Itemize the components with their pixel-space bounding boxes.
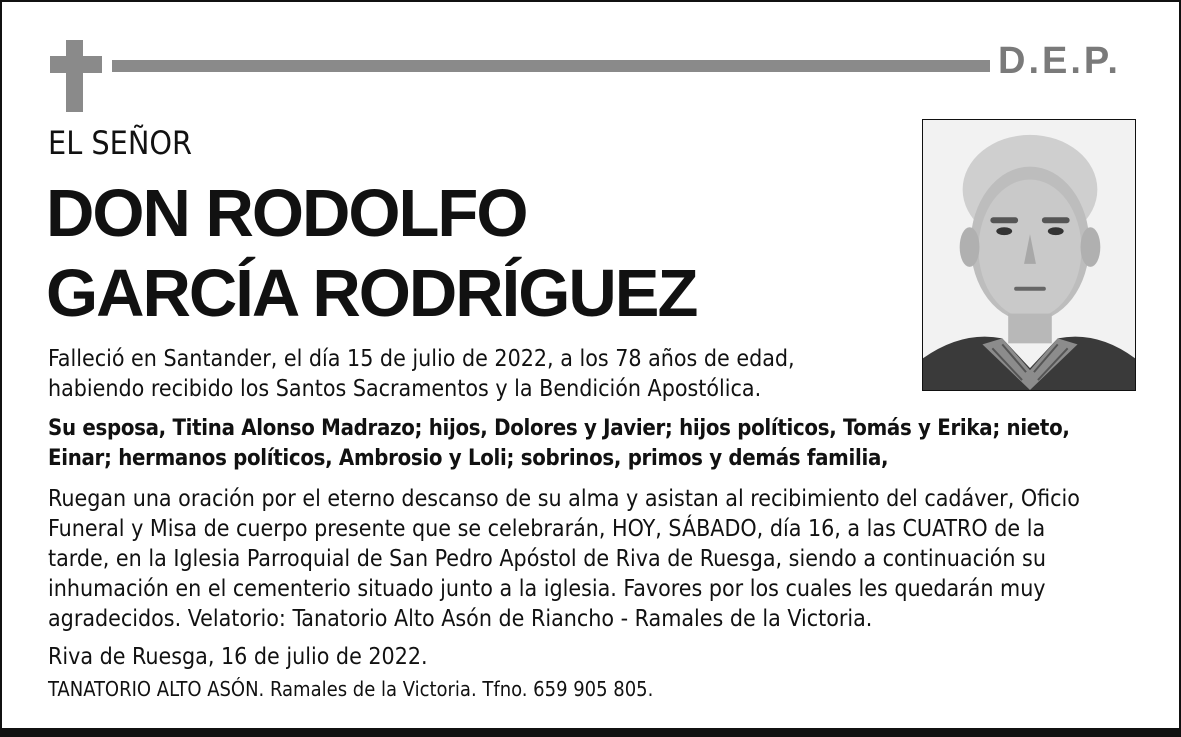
header-rule: [112, 60, 990, 72]
bottom-bar: [2, 728, 1179, 735]
dep-label: D.E.P.: [998, 40, 1121, 82]
family-line-2: Einar; hermanos políticos, Ambrosio y Loli; sobrinos, primos y demás familia,: [48, 446, 889, 471]
request-line-2: Funeral y Misa de cuerpo presente que se celebrarán, HOY, SÁBADO, día 16, a las CUATRO de la: [48, 516, 1046, 542]
deceased-name: [46, 174, 696, 334]
request-line-4: inhumación en el cementerio situado junto a la iglesia. Favores por los cuales les quedarán muy: [48, 576, 1046, 602]
name-line-2: GARCÍA RODRÍGUEZ: [46, 256, 697, 331]
funeral-home: TANATORIO ALTO ASÓN. Ramales de la Victoria. Tfno. 659 905 805.: [48, 677, 654, 701]
cross-icon: [50, 40, 102, 112]
portrait-photo: [922, 119, 1136, 391]
family-line-1: Su esposa, Titina Alonso Madrazo; hijos, Dolores y Javier; hijos políticos, Tomás y Erika; nieto,: [48, 416, 1070, 441]
name-line-1: DON RODOLFO: [46, 176, 527, 251]
death-announcement: [48, 344, 795, 404]
death-line-2: habiendo recibido los Santos Sacramentos y la Bendición Apostólica.: [48, 376, 762, 402]
place-date: Riva de Ruesga, 16 de julio de 2022.: [48, 644, 428, 670]
funeral-request: [48, 484, 1080, 634]
death-line-1: Falleció en Santander, el día 15 de julio de 2022, a los 78 años de edad,: [48, 346, 795, 372]
request-line-5: agradecidos. Velatorio: Tanatorio Alto Asón de Riancho - Ramales de la Victoria.: [48, 606, 873, 632]
request-line-3: tarde, en la Iglesia Parroquial de San Pedro Apóstol de Riva de Ruesga, siendo a continuación su: [48, 546, 1046, 572]
honorific: EL SEÑOR: [48, 124, 193, 162]
request-line-1: Ruegan una oración por el eterno descanso de su alma y asistan al recibimiento del cadáver, Oficio: [48, 486, 1080, 512]
family-list: [48, 414, 1070, 474]
